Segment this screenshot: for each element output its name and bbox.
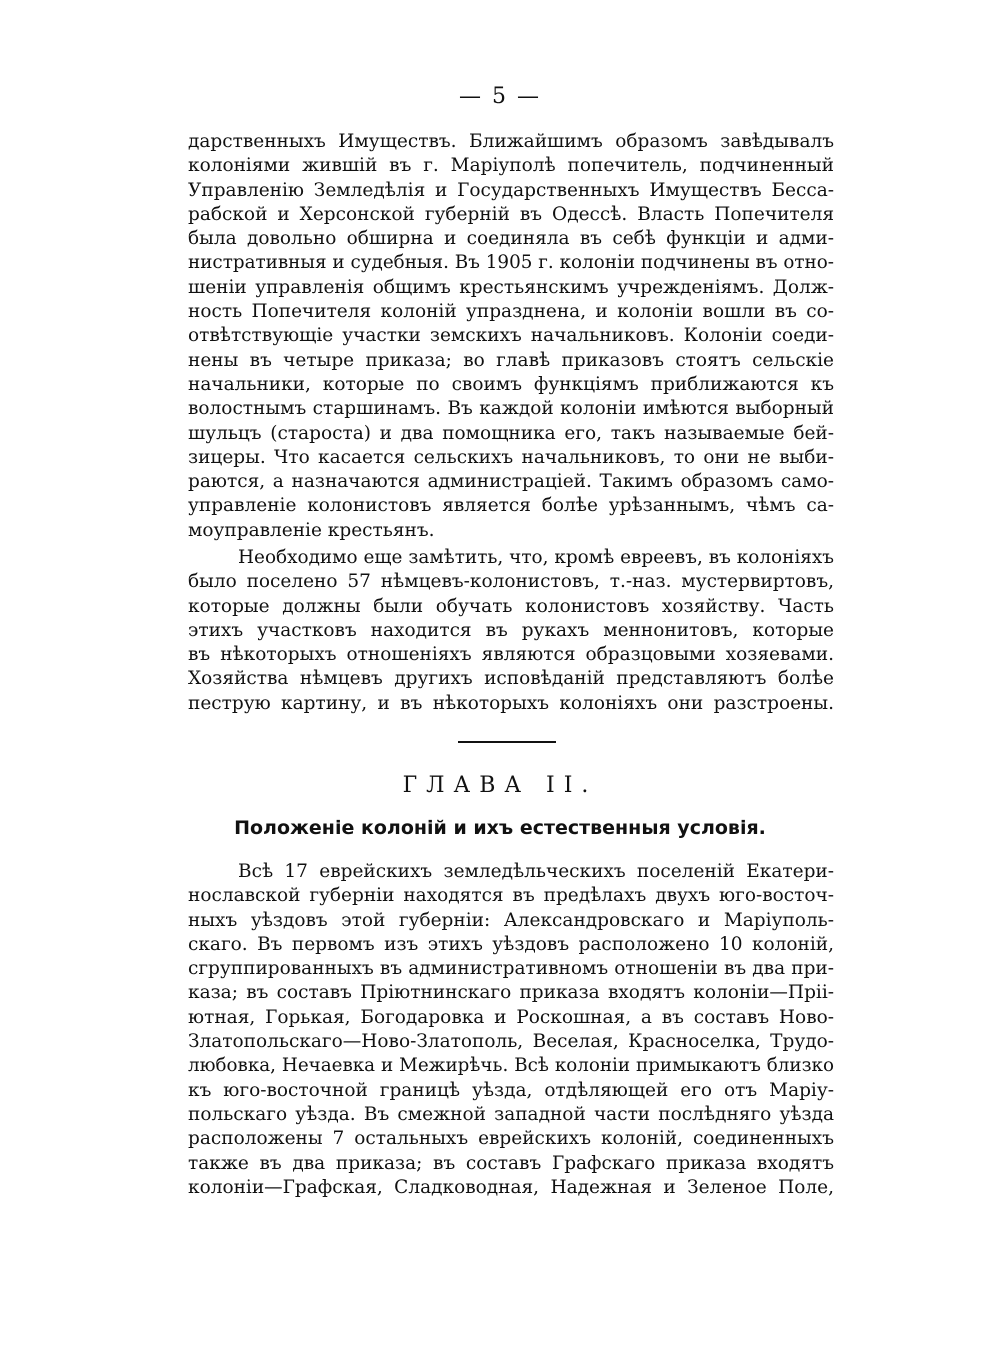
- text-line: также въ два приказа; въ составъ Графскаго приказа входятъ: [188, 1152, 834, 1174]
- chapter-heading: ГЛАВА II.: [402, 773, 598, 798]
- text-line: шульцъ (староста) и два помощника его, такъ называемые бей-: [188, 422, 834, 444]
- text-line: этихъ участковъ находится въ рукахъ меннонитовъ, которые: [188, 619, 834, 641]
- text-line: любовка, Нечаевка и Межирѣчь. Всѣ колоніи примыкаютъ близко: [188, 1055, 834, 1077]
- section-divider: [458, 741, 556, 743]
- text-line: Необходимо еще замѣтить, что, кромѣ евреевъ, въ колоніяхъ: [238, 547, 834, 568]
- text-line: ность Попечителя колоній упразднена, и колоніи вошли въ со-: [188, 301, 834, 323]
- text-line: нены въ четыре приказа; во главѣ приказовъ стоятъ сельскіе: [188, 349, 834, 371]
- paragraph-colonies-administration: [188, 130, 834, 543]
- text-line: нославской губерніи находятся въ предѣлахъ двухъ юго-восточ-: [188, 885, 834, 907]
- text-line: колоніи—Графская, Сладководная, Надежная и Зеленое Поле,: [188, 1176, 834, 1198]
- text-line: каза; въ составъ Пріютнинскаго приказа входятъ колоніи—Пріі-: [188, 982, 834, 1004]
- text-line: въ нѣкоторыхъ отношеніяхъ являются образцовыми хозяевами.: [188, 644, 834, 666]
- text-line: Хозяйства нѣмцевъ другихъ исповѣданій представляютъ болѣе: [188, 668, 834, 690]
- text-line: ютная, Горькая, Богодаровка и Роскошная, а въ составъ Ново-: [188, 1006, 834, 1028]
- text-line: дарственныхъ Имуществъ. Ближайшимъ образомъ завѣдывалъ: [188, 131, 834, 152]
- paragraph-colony-locations: [188, 860, 834, 1200]
- text-line: рабской и Херсонской губерній въ Одессѣ. Власть Попечителя: [188, 203, 834, 225]
- text-line: раются, а назначаются администраціей. Такимъ образомъ само-: [188, 471, 834, 493]
- text-line: къ юго-восточной границѣ уѣзда, отдѣляющей его отъ Маріу-: [188, 1079, 834, 1101]
- text-line: колоніями жившій въ г. Маріуполѣ попечитель, подчиненный: [188, 155, 834, 177]
- text-line: расположены 7 остальныхъ еврейскихъ колоній, соединенныхъ: [188, 1128, 834, 1150]
- chapter-subtitle: Положеніе колоній и ихъ естественныя условія.: [234, 817, 766, 839]
- page-number: — 5 —: [459, 84, 541, 109]
- text-line: начальники, которые по своимъ функціямъ приближаются къ: [188, 373, 834, 395]
- text-line: Управленію Земледѣлія и Государственныхъ Имуществъ Бесса-: [188, 179, 834, 201]
- text-line: польскаго уѣзда. Въ смежной западной части послѣдняго уѣзда: [188, 1103, 834, 1125]
- text-line: было поселено 57 нѣмцевъ-колонистовъ, т.-наз. мустервиртовъ,: [188, 571, 834, 593]
- text-line: была довольно обширна и соединяла въ себѣ функціи и адми-: [188, 228, 834, 250]
- text-line: волостнымъ старшинамъ. Въ каждой колоніи имѣются выборный: [188, 398, 834, 420]
- text-line: Златопольскаго—Ново-Златополь, Веселая, Красноселка, Трудо-: [188, 1031, 834, 1053]
- text-line: зицеры. Что касается сельскихъ начальниковъ, то они не выби-: [188, 446, 834, 468]
- paragraph-german-colonists: [188, 546, 834, 716]
- text-line: управленіе колонистовъ является болѣе урѣзаннымъ, чѣмъ са-: [188, 495, 834, 517]
- text-line: скаго. Въ первомъ изъ этихъ уѣздовъ расположено 10 колоній,: [188, 933, 834, 955]
- text-line: ныхъ уѣздовъ этой губерніи: Александровскаго и Маріуполь-: [188, 909, 834, 931]
- text-line: которые должны были обучать колонистовъ хозяйству. Часть: [188, 595, 834, 617]
- text-line: шеніи управленія общимъ крестьянскимъ учрежденіямъ. Долж-: [188, 276, 834, 298]
- text-line: Всѣ 17 еврейскихъ земледѣльческихъ поселеній Екатери-: [238, 861, 834, 882]
- text-line: пеструю картину, и въ нѣкоторыхъ колоніяхъ они разстроены.: [188, 692, 834, 714]
- text-line: отвѣтствующіе участки земскихъ начальниковъ. Колоніи соеди-: [188, 325, 834, 347]
- text-line: сгруппированныхъ въ административномъ отношеніи въ два при-: [188, 958, 834, 980]
- text-line: моуправленіе крестьянъ.: [188, 519, 435, 541]
- text-line: нистративныя и судебныя. Въ 1905 г. колоніи подчинены въ отно-: [188, 252, 834, 274]
